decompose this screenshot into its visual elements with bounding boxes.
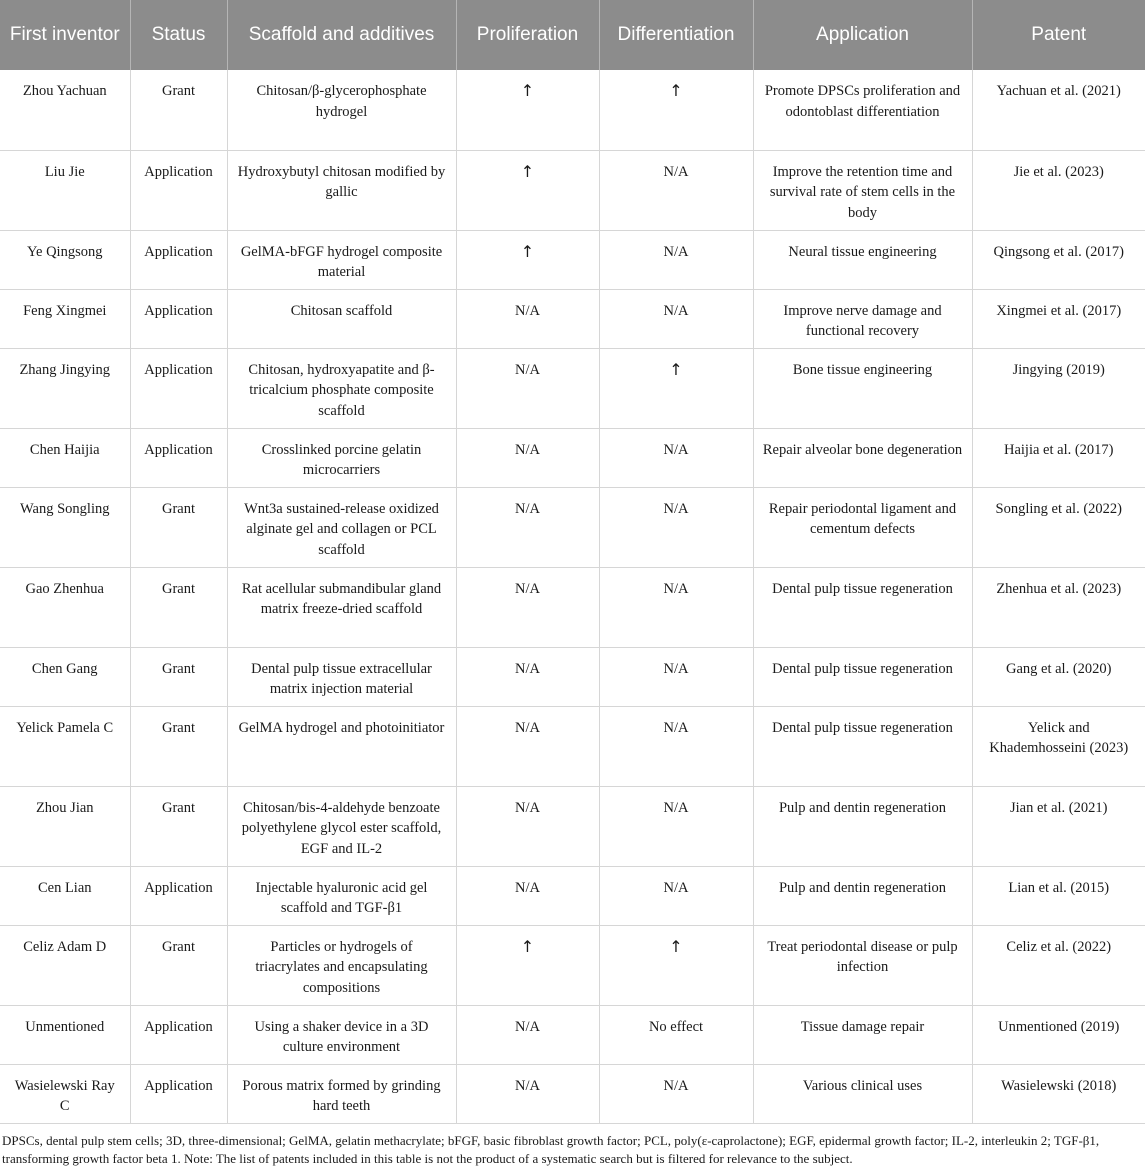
cell-status: Application xyxy=(130,428,227,487)
header-first-inventor: First inventor xyxy=(0,0,130,70)
cell-scaffold: Injectable hyaluronic acid gel scaffold and TGF-β1 xyxy=(227,866,456,925)
cell-patent: Haijia et al. (2017) xyxy=(972,428,1145,487)
cell-status: Grant xyxy=(130,786,227,866)
cell-proliferation: N/A xyxy=(456,289,599,348)
table-row xyxy=(0,289,1145,348)
cell-first-inventor: Zhou Yachuan xyxy=(0,70,130,150)
cell-first-inventor: Gao Zhenhua xyxy=(0,567,130,647)
table-row xyxy=(0,706,1145,786)
cell-proliferation: ↑ xyxy=(456,150,599,230)
cell-application: Pulp and dentin regeneration xyxy=(753,786,972,866)
cell-application: Bone tissue engineering xyxy=(753,348,972,428)
cell-scaffold: Crosslinked porcine gelatin microcarriers xyxy=(227,428,456,487)
header-proliferation: Proliferation xyxy=(456,0,599,70)
cell-status: Application xyxy=(130,348,227,428)
cell-first-inventor: Chen Haijia xyxy=(0,428,130,487)
cell-differentiation: N/A xyxy=(599,487,753,567)
table-row xyxy=(0,786,1145,866)
cell-differentiation: N/A xyxy=(599,866,753,925)
cell-status: Application xyxy=(130,866,227,925)
cell-application: Dental pulp tissue regeneration xyxy=(753,567,972,647)
cell-application: Repair periodontal ligament and cementum defects xyxy=(753,487,972,567)
cell-differentiation: N/A xyxy=(599,1064,753,1123)
table-row xyxy=(0,567,1145,647)
cell-differentiation: ↑ xyxy=(599,70,753,150)
cell-first-inventor: Liu Jie xyxy=(0,150,130,230)
cell-first-inventor: Ye Qingsong xyxy=(0,230,130,289)
cell-first-inventor: Unmentioned xyxy=(0,1005,130,1064)
cell-status: Grant xyxy=(130,647,227,706)
cell-status: Application xyxy=(130,1005,227,1064)
cell-status: Grant xyxy=(130,567,227,647)
cell-patent: Lian et al. (2015) xyxy=(972,866,1145,925)
table-row xyxy=(0,866,1145,925)
cell-proliferation: N/A xyxy=(456,348,599,428)
cell-patent: Zhenhua et al. (2023) xyxy=(972,567,1145,647)
cell-patent: Wasielewski (2018) xyxy=(972,1064,1145,1123)
table-row xyxy=(0,647,1145,706)
cell-status: Application xyxy=(130,1064,227,1123)
cell-patent: Jie et al. (2023) xyxy=(972,150,1145,230)
cell-scaffold: Chitosan, hydroxyapatite and β-tricalcium phosphate composite scaffold xyxy=(227,348,456,428)
table-row xyxy=(0,1064,1145,1123)
cell-first-inventor: Zhou Jian xyxy=(0,786,130,866)
cell-application: Improve the retention time and survival rate of stem cells in the body xyxy=(753,150,972,230)
cell-proliferation: N/A xyxy=(456,1005,599,1064)
cell-patent: Celiz et al. (2022) xyxy=(972,925,1145,1005)
cell-status: Grant xyxy=(130,925,227,1005)
cell-status: Grant xyxy=(130,70,227,150)
cell-application: Improve nerve damage and functional recovery xyxy=(753,289,972,348)
table-row xyxy=(0,230,1145,289)
cell-differentiation: No effect xyxy=(599,1005,753,1064)
cell-status: Grant xyxy=(130,706,227,786)
cell-status: Grant xyxy=(130,487,227,567)
cell-patent: Yelick and Khademhosseini (2023) xyxy=(972,706,1145,786)
cell-differentiation: N/A xyxy=(599,428,753,487)
cell-application: Tissue damage repair xyxy=(753,1005,972,1064)
cell-patent: Yachuan et al. (2021) xyxy=(972,70,1145,150)
table-row xyxy=(0,925,1145,1005)
cell-differentiation: N/A xyxy=(599,786,753,866)
cell-patent: Jian et al. (2021) xyxy=(972,786,1145,866)
cell-status: Application xyxy=(130,150,227,230)
cell-scaffold: Wnt3a sustained-release oxidized alginate gel and collagen or PCL scaffold xyxy=(227,487,456,567)
cell-scaffold: GelMA hydrogel and photoinitiator xyxy=(227,706,456,786)
cell-first-inventor: Zhang Jingying xyxy=(0,348,130,428)
header-differentiation: Differentiation xyxy=(599,0,753,70)
cell-proliferation: N/A xyxy=(456,567,599,647)
cell-proliferation: N/A xyxy=(456,647,599,706)
cell-scaffold: Rat acellular submandibular gland matrix freeze-dried scaffold xyxy=(227,567,456,647)
cell-differentiation: ↑ xyxy=(599,348,753,428)
table-row xyxy=(0,348,1145,428)
cell-first-inventor: Yelick Pamela C xyxy=(0,706,130,786)
cell-proliferation: N/A xyxy=(456,786,599,866)
cell-application: Dental pulp tissue regeneration xyxy=(753,647,972,706)
table-row xyxy=(0,70,1145,150)
cell-proliferation: N/A xyxy=(456,706,599,786)
cell-application: Promote DPSCs proliferation and odontoblast differentiation xyxy=(753,70,972,150)
cell-scaffold: Chitosan/bis-4-aldehyde benzoate polyethylene glycol ester scaffold, EGF and IL-2 xyxy=(227,786,456,866)
cell-scaffold: Chitosan/β-glycerophosphate hydrogel xyxy=(227,70,456,150)
cell-patent: Xingmei et al. (2017) xyxy=(972,289,1145,348)
table-body xyxy=(0,70,1145,1123)
cell-proliferation: N/A xyxy=(456,1064,599,1123)
cell-status: Application xyxy=(130,230,227,289)
cell-first-inventor: Feng Xingmei xyxy=(0,289,130,348)
header-status: Status xyxy=(130,0,227,70)
header-application: Application xyxy=(753,0,972,70)
table-row xyxy=(0,428,1145,487)
cell-application: Dental pulp tissue regeneration xyxy=(753,706,972,786)
cell-proliferation: N/A xyxy=(456,487,599,567)
cell-application: Neural tissue engineering xyxy=(753,230,972,289)
cell-scaffold: Dental pulp tissue extracellular matrix injection material xyxy=(227,647,456,706)
cell-differentiation: ↑ xyxy=(599,925,753,1005)
cell-status: Application xyxy=(130,289,227,348)
cell-proliferation: N/A xyxy=(456,428,599,487)
cell-differentiation: N/A xyxy=(599,230,753,289)
header-patent: Patent xyxy=(972,0,1145,70)
table-footnote: DPSCs, dental pulp stem cells; 3D, three-dimensional; GelMA, gelatin methacrylate; bFGF, basic fibroblast growth factor; PCL, poly(ε-caprolactone); EGF, epidermal growth factor; IL-2, interleukin 2; TGF-β1, transforming growth factor beta 1. Note: The list of patents included in this table is not the product of a systematic search but is filtered for relevance to the subject. xyxy=(2,1133,1100,1166)
cell-scaffold: Particles or hydrogels of triacrylates and encapsulating compositions xyxy=(227,925,456,1005)
cell-first-inventor: Wasielewski Ray C xyxy=(0,1064,130,1123)
cell-application: Treat periodontal disease or pulp infection xyxy=(753,925,972,1005)
cell-patent: Jingying (2019) xyxy=(972,348,1145,428)
cell-proliferation: ↑ xyxy=(456,230,599,289)
table-row xyxy=(0,1005,1145,1064)
cell-patent: Gang et al. (2020) xyxy=(972,647,1145,706)
header-scaffold: Scaffold and additives xyxy=(227,0,456,70)
cell-patent: Unmentioned (2019) xyxy=(972,1005,1145,1064)
cell-scaffold: Chitosan scaffold xyxy=(227,289,456,348)
cell-scaffold: Porous matrix formed by grinding hard teeth xyxy=(227,1064,456,1123)
cell-patent: Qingsong et al. (2017) xyxy=(972,230,1145,289)
cell-scaffold: Using a shaker device in a 3D culture environment xyxy=(227,1005,456,1064)
table-row xyxy=(0,487,1145,567)
cell-proliferation: ↑ xyxy=(456,70,599,150)
cell-application: Repair alveolar bone degeneration xyxy=(753,428,972,487)
cell-differentiation: N/A xyxy=(599,706,753,786)
cell-differentiation: N/A xyxy=(599,647,753,706)
table-row xyxy=(0,150,1145,230)
cell-first-inventor: Cen Lian xyxy=(0,866,130,925)
cell-differentiation: N/A xyxy=(599,289,753,348)
cell-first-inventor: Celiz Adam D xyxy=(0,925,130,1005)
cell-first-inventor: Wang Songling xyxy=(0,487,130,567)
cell-differentiation: N/A xyxy=(599,150,753,230)
cell-first-inventor: Chen Gang xyxy=(0,647,130,706)
cell-differentiation: N/A xyxy=(599,567,753,647)
cell-proliferation: N/A xyxy=(456,866,599,925)
table-header xyxy=(0,0,1145,70)
cell-scaffold: Hydroxybutyl chitosan modified by gallic xyxy=(227,150,456,230)
cell-application: Various clinical uses xyxy=(753,1064,972,1123)
cell-proliferation: ↑ xyxy=(456,925,599,1005)
cell-patent: Songling et al. (2022) xyxy=(972,487,1145,567)
cell-scaffold: GelMA-bFGF hydrogel composite material xyxy=(227,230,456,289)
cell-application: Pulp and dentin regeneration xyxy=(753,866,972,925)
